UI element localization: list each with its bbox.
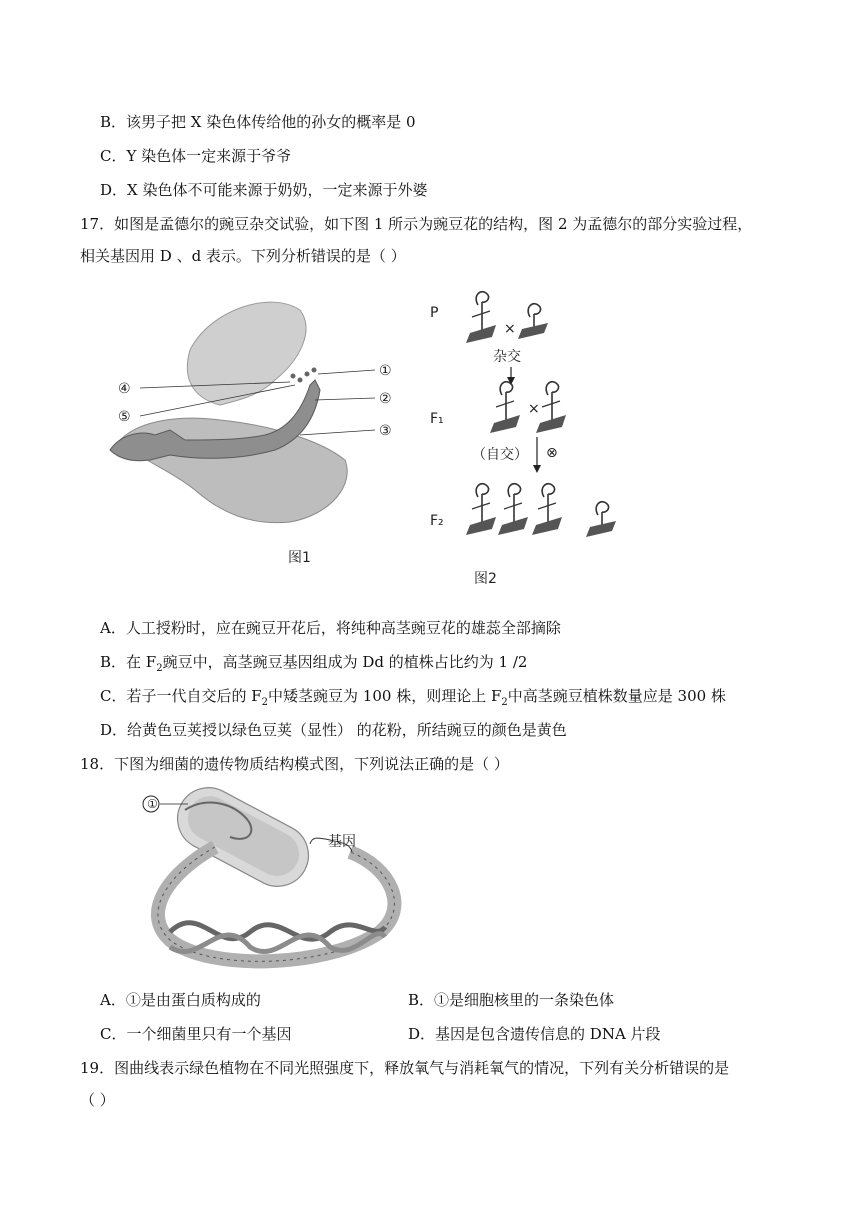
anther [298, 378, 303, 383]
leader-line [318, 370, 375, 374]
q19-stem-line1: 19．图曲线表示绿色植物在不同光照强度下，释放氧气与消耗氧气的情况，下列有关分析错误的是 [80, 1059, 730, 1077]
q18-option-c: C．一个细菌里只有一个基因 [100, 1025, 292, 1043]
tall-plant-icon [532, 484, 562, 535]
cross-sign: × [504, 321, 516, 337]
marker-3: ③ [379, 423, 392, 439]
q18-option-b: B．①是细胞核里的一条染色体 [408, 991, 615, 1009]
q18-option-a: A．①是由蛋白质构成的 [100, 991, 261, 1009]
q16-option-d: D．X 染色体不可能来源于奶奶，一定来源于外婆 [100, 181, 428, 199]
tall-plant-icon [466, 484, 496, 535]
row-label-f1: F₁ [430, 411, 444, 427]
q17-option-d: D．给黄色豆荚授以绿色豆荚（显性） 的花粉，所结豌豆的颜色是黄色 [100, 721, 567, 739]
pea-flower-figure [100, 290, 410, 580]
row-label-f2: F₂ [430, 513, 444, 529]
anther [291, 374, 296, 379]
q17-stem-line2: 相关基因用 D 、d 表示。下列分析错误的是（ ） [80, 247, 406, 265]
leader-line [315, 398, 375, 400]
q19-stem-line2: （ ） [80, 1091, 115, 1109]
gene-label: 基因 [328, 834, 356, 850]
self-label: （自交） [472, 447, 528, 463]
marker-1: ① [147, 797, 158, 811]
q17-option-b: B．在 $F_2$豌豆中，高茎豌豆基因组成为 Dd 的植株占比约为 1 /2 [100, 653, 528, 674]
bacterial-dna-figure [130, 782, 420, 972]
cross-label: 杂交 [493, 349, 521, 365]
marker-2: ② [379, 391, 392, 407]
dna-helix-strand [170, 923, 385, 939]
marker-1: ① [379, 363, 392, 379]
leader-line [300, 430, 375, 435]
tall-plant-icon [490, 382, 520, 433]
marker-4: ④ [118, 381, 131, 397]
tall-plant-icon [536, 382, 566, 433]
figure-1-caption: 图1 [288, 550, 311, 566]
q16-option-b: B．该男子把 X 染色体传给他的孙女的概率是 0 [100, 113, 416, 131]
arrow-head [533, 465, 541, 473]
self-sign: ⊗ [546, 445, 558, 461]
short-plant-icon [586, 502, 616, 537]
marker-5: ⑤ [118, 409, 131, 425]
row-label-p: P [430, 305, 439, 321]
short-plant-icon [518, 304, 548, 339]
q18-option-d: D．基因是包含遗传信息的 DNA 片段 [408, 1025, 661, 1043]
stigma [312, 368, 317, 373]
q17-option-a: A．人工授粉时，应在豌豆开花后，将纯种高茎豌豆花的雄蕊全部摘除 [100, 619, 561, 637]
tall-plant-icon [466, 292, 496, 343]
cross-diagram-figure [420, 285, 640, 590]
q17-stem-line1: 17．如图是孟德尔的豌豆杂交试验，如下图 1 所示为豌豆花的结构，图 2 为孟德尔的部分实验过程， [80, 215, 753, 233]
q18-stem: 18．下图为细菌的遗传物质结构模式图，下列说法正确的是（ ） [80, 755, 509, 773]
cross-sign: × [528, 401, 540, 417]
anther [305, 372, 310, 377]
tall-plant-icon [498, 484, 528, 535]
standard-petal [187, 302, 306, 405]
q17-option-c: C．若子一代自交后的 $F_2$中矮茎豌豆为 100 株，则理论上 $F_2$中高茎豌豆植株数量应是 300 株 [100, 687, 726, 708]
figure-2-caption: 图2 [474, 571, 497, 587]
q16-option-c: C．Y 染色体一定来源于爷爷 [100, 147, 292, 165]
